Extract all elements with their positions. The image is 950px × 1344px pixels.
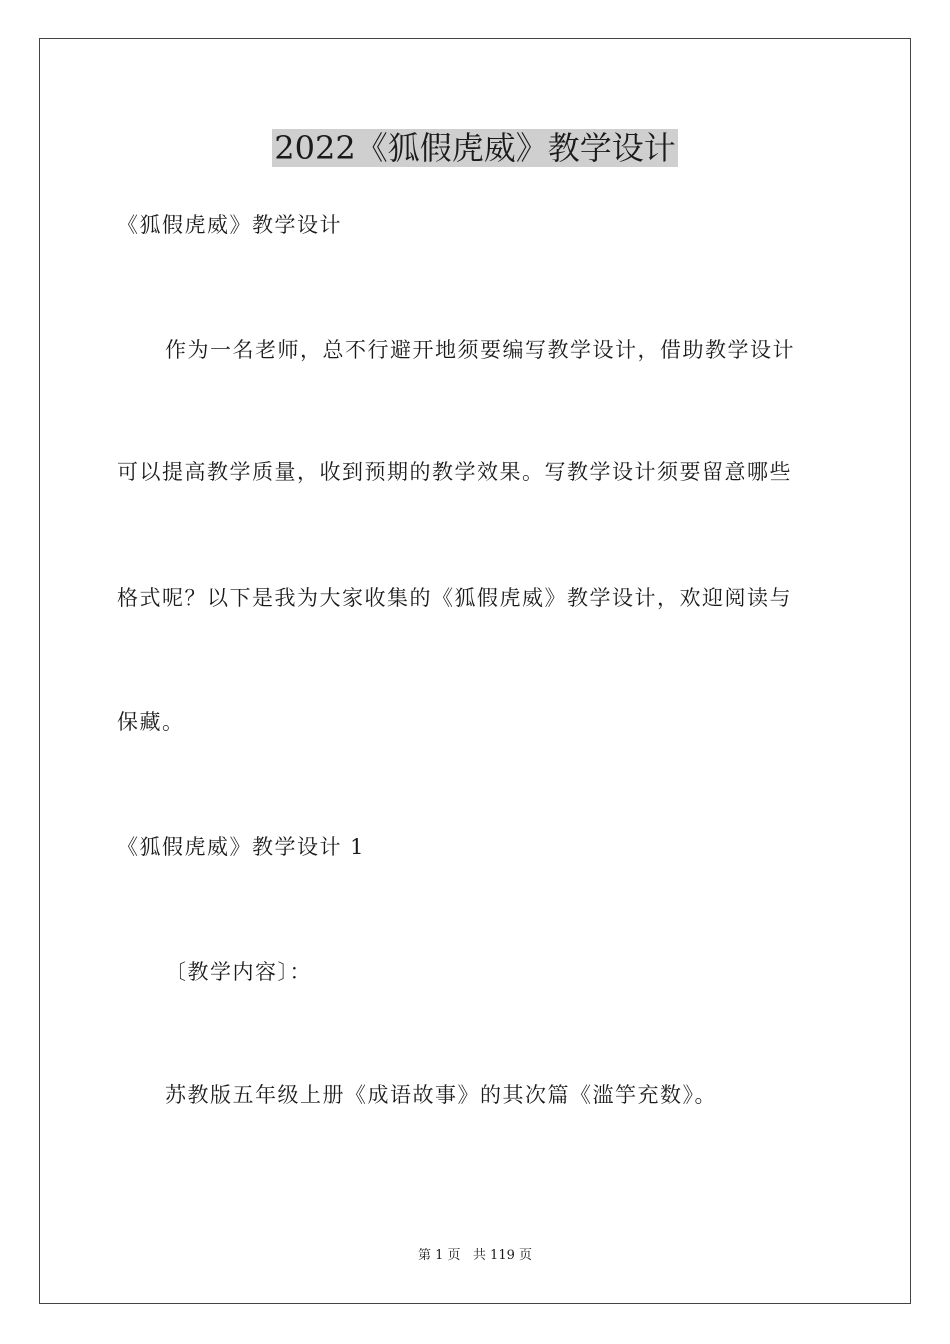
page-footer: 第 1 页 共 119 页 bbox=[417, 1248, 532, 1263]
intro-paragraph-line-4: 保藏。 bbox=[117, 710, 185, 734]
document-title bbox=[0, 124, 950, 172]
document-title-text: 2022《狐假虎威》教学设计 bbox=[274, 129, 676, 167]
document-subtitle: 《狐假虎威》教学设计 bbox=[117, 213, 342, 237]
intro-paragraph-line-3: 格式呢？以下是我为大家收集的《狐假虎威》教学设计，欢迎阅读与 bbox=[117, 586, 792, 610]
intro-paragraph-line-1: 作为一名老师，总不行避开地须要编写教学设计，借助教学设计 bbox=[165, 338, 795, 362]
teaching-content-label: 〔教学内容〕： bbox=[165, 960, 312, 984]
teaching-content-text: 苏教版五年级上册《成语故事》的其次篇《滥竽充数》。 bbox=[165, 1083, 717, 1107]
section-heading: 《狐假虎威》教学设计 1 bbox=[117, 835, 366, 859]
intro-paragraph-line-2: 可以提高教学质量，收到预期的教学效果。写教学设计须要留意哪些 bbox=[117, 460, 792, 484]
